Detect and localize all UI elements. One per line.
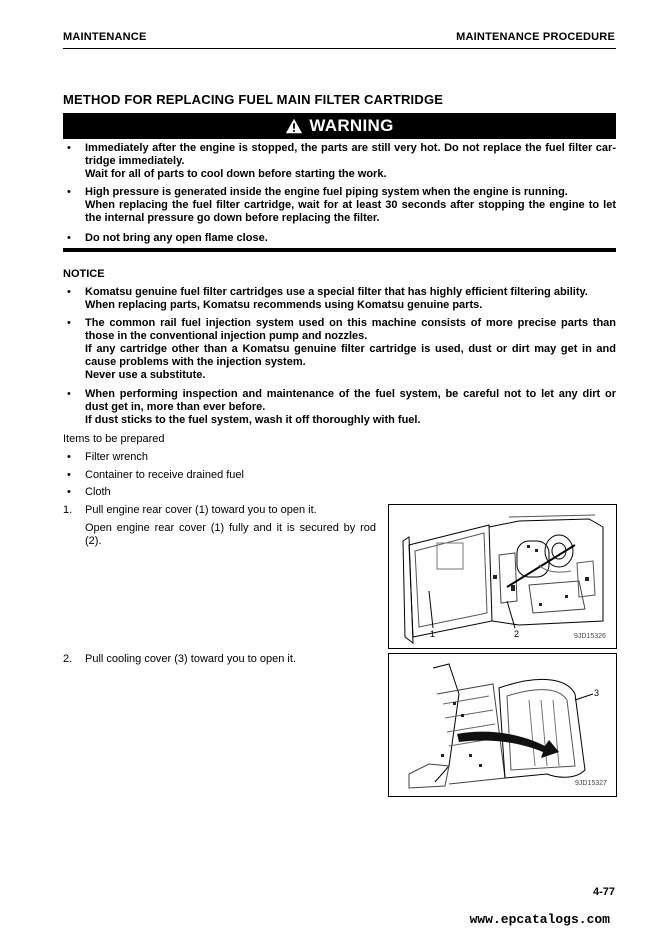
callout-1: 1: [430, 629, 436, 639]
text-line: the internal pressure go down before replacing the filter.: [85, 212, 380, 224]
text-line: those in the conventional injection pump and nozzles.: [85, 330, 368, 342]
text-line: Immediately after the engine is stopped, the parts are still very hot. Do not replace the fuel filter car-: [85, 142, 616, 154]
callout-3: 3: [594, 688, 600, 698]
bullet-icon: •: [67, 142, 71, 154]
notice-item-3: [85, 388, 616, 427]
callout-2: 2: [514, 629, 520, 639]
figure-engine-rear-cover: [388, 504, 617, 649]
bullet-icon: •: [67, 486, 71, 498]
text-line: The common rail fuel injection system used on this machine consists of more precise parts than: [85, 317, 616, 329]
warning-bottom-rule: [63, 248, 616, 252]
prepare-item-container: Container to receive drained fuel: [85, 469, 244, 481]
text-line: Wait for all of parts to cool down before starting the work.: [85, 168, 387, 180]
warning-label: WARNING: [309, 116, 394, 135]
text-line: If dust sticks to the fuel system, wash it off thoroughly with fuel.: [85, 414, 421, 426]
warning-item-2: [85, 186, 616, 225]
text-line: When replacing the fuel filter cartridge, wait for at least 30 seconds after stopping the engine to let: [85, 199, 616, 211]
text-line: When replacing parts, Komatsu recommends using Komatsu genuine parts.: [85, 299, 483, 311]
site-url[interactable]: www.epcatalogs.com: [469, 912, 610, 927]
text-line: Komatsu genuine fuel filter cartridges use a special filter that has highly efficient filtering ability.: [85, 286, 588, 298]
page-number: 4-77: [592, 886, 615, 898]
warning-item-3: [85, 232, 616, 245]
bullet-icon: •: [67, 388, 71, 400]
bullet-icon: •: [67, 186, 71, 198]
prepare-item-filter-wrench: Filter wrench: [85, 451, 148, 463]
step-1-text: Pull engine rear cover (1) toward you to open it.: [85, 504, 317, 516]
notice-item-1: [85, 286, 616, 312]
text-line: High pressure is generated inside the engine fuel piping system when the engine is running.: [85, 186, 568, 198]
page-title: METHOD FOR REPLACING FUEL MAIN FILTER CARTRIDGE: [63, 92, 444, 107]
text-line: (2).: [85, 535, 102, 547]
prepare-item-cloth: Cloth: [85, 486, 111, 498]
engine-rear-cover-illustration: [389, 505, 616, 648]
step-2-number: 2.: [63, 653, 73, 665]
text-line: Open engine rear cover (1) fully and it is secured by rod: [85, 522, 376, 534]
warning-triangle-icon: [285, 117, 303, 135]
step-1-number: 1.: [63, 504, 73, 516]
figure-code: 9JD15326: [574, 633, 606, 640]
bullet-icon: •: [67, 451, 71, 463]
figure-cooling-cover: [388, 653, 617, 797]
text-line: dust get in, more than ever before.: [85, 401, 266, 413]
header-chapter-title: MAINTENANCE PROCEDURE: [456, 31, 615, 43]
bullet-icon: •: [67, 232, 71, 244]
notice-label: NOTICE: [63, 268, 105, 280]
bullet-icon: •: [67, 317, 71, 329]
text-line: Do not bring any open flame close.: [85, 232, 268, 244]
step-1-detail: [85, 522, 376, 548]
step-2-text: Pull cooling cover (3) toward you to open it.: [85, 653, 296, 665]
header-divider: [63, 48, 616, 49]
figure-code: 9JD15327: [575, 780, 607, 787]
warning-item-1: [85, 142, 616, 181]
text-line: cause problems with the injection system.: [85, 356, 306, 368]
text-line: If any cartridge other than a Komatsu genuine filter cartridge is used, dust or dirt may get in and: [85, 343, 616, 355]
cooling-cover-illustration: [389, 654, 616, 796]
notice-item-2: [85, 317, 616, 382]
text-line: tridge immediately.: [85, 155, 185, 167]
warning-banner: [63, 113, 616, 139]
text-line: Never use a substitute.: [85, 369, 206, 381]
bullet-icon: •: [67, 469, 71, 481]
items-to-prepare-title: Items to be prepared: [63, 433, 165, 445]
header-section-title: MAINTENANCE: [63, 31, 147, 43]
text-line: When performing inspection and maintenance of the fuel system, be careful not to let any dirt or: [85, 388, 616, 400]
bullet-icon: •: [67, 286, 71, 298]
